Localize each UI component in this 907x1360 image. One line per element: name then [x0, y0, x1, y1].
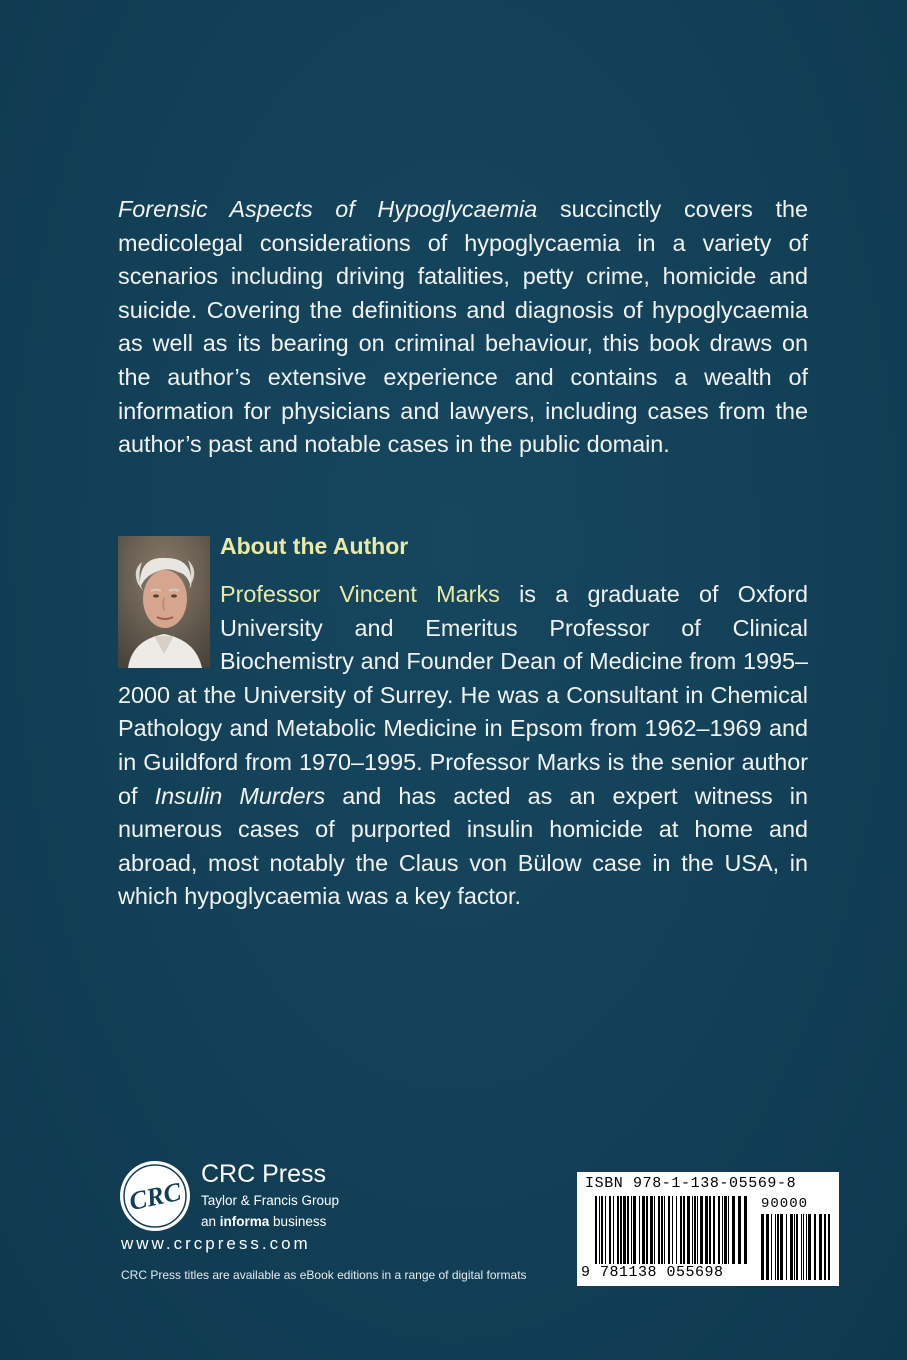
author-bio	[118, 578, 808, 914]
barcode-bar	[766, 1214, 769, 1280]
barcode-bar	[672, 1196, 673, 1264]
barcode-bar	[794, 1214, 795, 1280]
publisher-name: CRC Press	[201, 1160, 327, 1188]
barcode-bar	[654, 1196, 655, 1264]
barcode-bar	[694, 1196, 696, 1264]
barcode-bar	[806, 1214, 807, 1280]
barcode-bar	[631, 1196, 632, 1264]
barcode-bar	[728, 1196, 729, 1264]
isbn-barcode	[577, 1172, 839, 1286]
barcode-bar	[620, 1196, 622, 1264]
barcode-bar	[705, 1196, 708, 1264]
about-author-heading: About the Author	[220, 533, 409, 559]
barcode-bar	[642, 1196, 645, 1264]
ebook-note: CRC Press titles are available as eBook editions in a range of digital formats	[121, 1268, 527, 1282]
barcode-bar	[780, 1214, 783, 1280]
barcode-bar	[814, 1214, 816, 1280]
barcode-bar	[617, 1196, 619, 1264]
barcode-bar	[819, 1214, 822, 1280]
barcode-bar	[801, 1214, 802, 1280]
barcode-bar	[824, 1214, 826, 1280]
barcode-bar	[633, 1196, 636, 1264]
barcode-bar	[680, 1196, 682, 1264]
barcode-bar	[599, 1196, 600, 1264]
barcode-bar	[744, 1196, 747, 1264]
bio-text-2: and has acted as an expert witness in numerous cases of purported insulin homicide at home and abroad, most notably the Claus von Bülow case in the USA, in which hypoglycaemia was a key factor.	[118, 782, 808, 910]
barcode-bar	[613, 1196, 614, 1264]
publisher-url: www.crcpress.com	[121, 1234, 311, 1253]
publisher-group: Taylor & Francis Group	[201, 1193, 340, 1208]
book-description	[118, 193, 808, 462]
barcode-bar	[639, 1196, 640, 1264]
barcode-bar	[668, 1196, 670, 1264]
barcode-bar	[646, 1196, 648, 1264]
barcode-bar	[692, 1196, 693, 1264]
barcode-bar	[738, 1196, 741, 1264]
barcode-bar	[761, 1214, 764, 1280]
barcode-bar	[732, 1196, 735, 1264]
crc-logo-text: CRC	[126, 1176, 184, 1217]
barcode-bar	[724, 1196, 727, 1264]
barcode-bar	[687, 1196, 690, 1264]
barcode-bar	[595, 1196, 597, 1264]
barcode-bar	[808, 1214, 811, 1280]
barcode-bar	[803, 1214, 804, 1280]
barcode-bar	[771, 1214, 772, 1280]
barcode-bar	[796, 1214, 798, 1280]
author-name: Professor Vincent Marks	[220, 581, 500, 607]
barcode-bar	[609, 1196, 611, 1264]
barcode-bar	[697, 1196, 698, 1264]
barcode-bar	[623, 1196, 626, 1264]
barcode-bar	[683, 1196, 685, 1264]
barcode-bar	[664, 1196, 665, 1264]
barcode-bar	[709, 1196, 711, 1264]
book-title: Forensic Aspects of Hypoglycaemia	[118, 196, 538, 222]
publisher-informa: an informa business	[201, 1214, 327, 1229]
barcode-bar	[676, 1196, 677, 1264]
barcode-bar	[650, 1196, 653, 1264]
barcode-bar	[661, 1196, 663, 1264]
barcode-bar	[777, 1214, 779, 1280]
barcode-bar	[658, 1196, 660, 1264]
barcode-bar	[786, 1214, 787, 1280]
bio-book-title: Insulin Murders	[154, 782, 326, 809]
barcode-bar	[627, 1196, 629, 1264]
barcode-bar	[713, 1196, 715, 1264]
barcode-bar	[722, 1196, 723, 1264]
crc-logo	[119, 1160, 191, 1232]
bio-text-1: is a graduate of Oxford University and Emeritus Professor of Clinical Biochemistry and Founder Dean of Medicine from 1995–2000 at the University of Surrey. He was a Consultant in Chemical Pathology and Metabolic Medicine in Epsom from 1962–1969 and in Guildford from 1970–1995. Professor Marks is the senior author of	[118, 581, 808, 809]
isbn-number: ISBN 978-1-138-05569-8	[585, 1175, 797, 1192]
barcode-bar	[605, 1196, 606, 1264]
barcode-bar	[775, 1214, 776, 1280]
barcode-bar	[828, 1214, 830, 1280]
description-text: succinctly covers the medicolegal considerations of hypoglycaemia in a variety of scenarios including driving fatalities, petty crime, homicide and suicide. Covering the definitions and diagnosis of hypoglycaemia as well as its bearing on criminal behaviour, this book draws on the author’s extensive experience and contains a wealth of information for physicians and lawyers, including cases from the author’s past and notable cases in the public domain.	[118, 196, 808, 458]
barcode-bar	[601, 1196, 603, 1264]
barcode-bar	[718, 1196, 720, 1264]
barcode-addon: 90000	[761, 1196, 809, 1212]
barcode-digits: 9 781138 055698	[581, 1264, 724, 1281]
barcode-bar	[790, 1214, 793, 1280]
barcode-bar	[700, 1196, 703, 1264]
